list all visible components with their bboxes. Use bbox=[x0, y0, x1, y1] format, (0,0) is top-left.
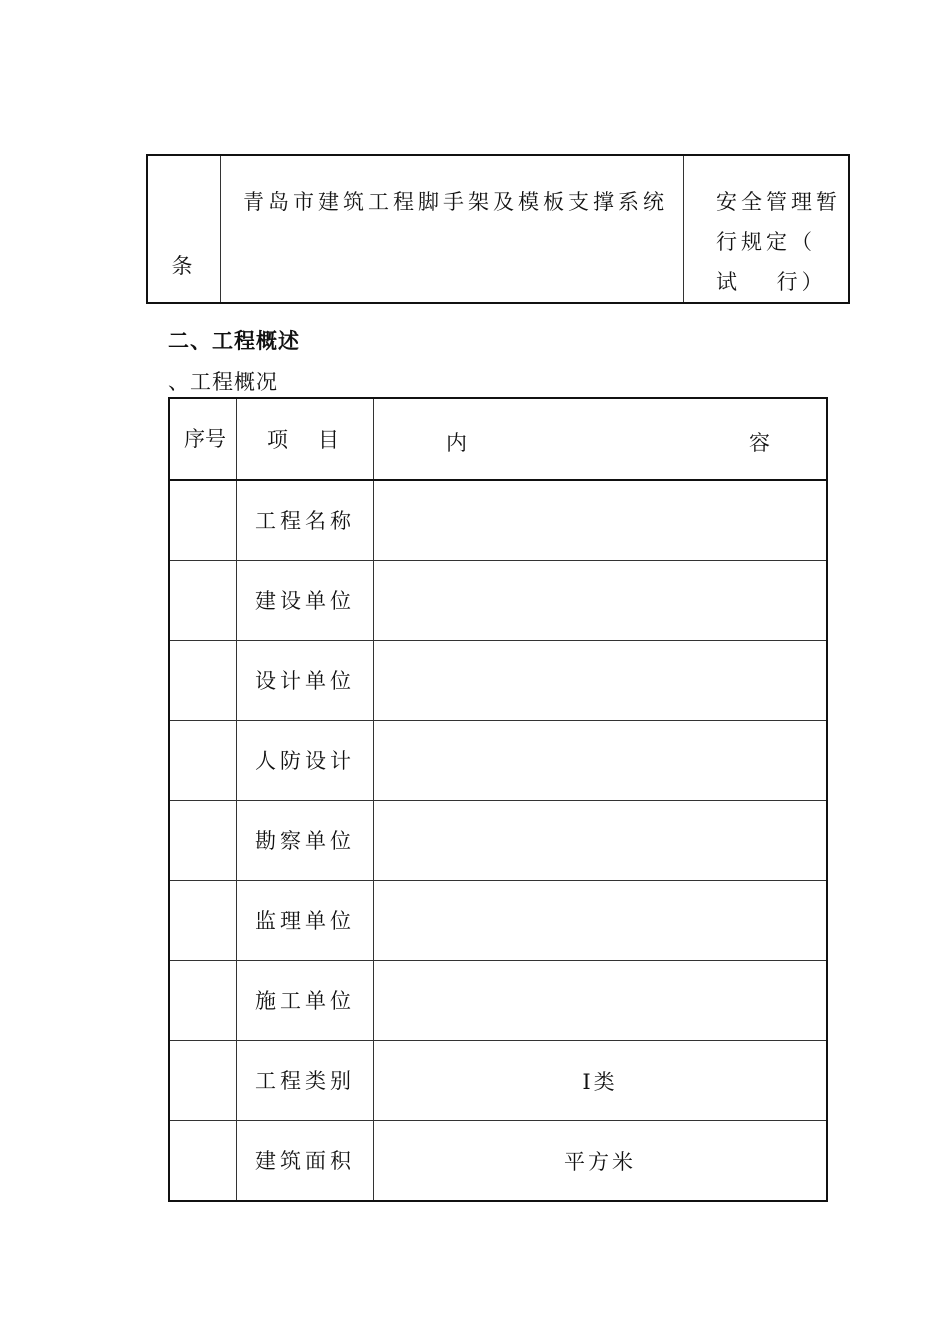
sub-title: 、工程概况 bbox=[168, 370, 278, 394]
row-seq bbox=[169, 721, 237, 801]
row-seq bbox=[169, 561, 237, 641]
row-item: 建筑面积 bbox=[237, 1121, 374, 1202]
row-item: 施工单位 bbox=[237, 961, 374, 1041]
header-seq: 序号 bbox=[169, 398, 237, 480]
project-overview-table bbox=[168, 397, 828, 1202]
row-item: 建设单位 bbox=[237, 561, 374, 641]
regulation-cell-3: 安全管理暂行规定（ 试 行） bbox=[684, 155, 850, 303]
table-row bbox=[169, 480, 827, 561]
row-content: 平方米 bbox=[374, 1121, 828, 1202]
row-content bbox=[374, 561, 828, 641]
row-content bbox=[374, 801, 828, 881]
table-row bbox=[169, 721, 827, 801]
table-header-row bbox=[169, 398, 827, 480]
header-item: 项目 bbox=[237, 398, 374, 480]
header-content bbox=[374, 398, 828, 480]
row-seq bbox=[169, 1121, 237, 1202]
row-content bbox=[374, 721, 828, 801]
row-item: 设计单位 bbox=[237, 641, 374, 721]
table-row bbox=[169, 561, 827, 641]
table-row bbox=[169, 641, 827, 721]
row-seq bbox=[169, 801, 237, 881]
row-content bbox=[374, 881, 828, 961]
row-content: Ⅰ类 bbox=[374, 1041, 828, 1121]
header-content-left: 内 bbox=[446, 431, 467, 455]
row-seq bbox=[169, 881, 237, 961]
header-content-right: 容 bbox=[749, 431, 770, 455]
table-row bbox=[169, 1121, 827, 1202]
row-content bbox=[374, 641, 828, 721]
table-row bbox=[169, 881, 827, 961]
row-seq bbox=[169, 961, 237, 1041]
row-seq bbox=[169, 641, 237, 721]
row-seq bbox=[169, 480, 237, 561]
regulation-cell-1: 条 bbox=[147, 155, 221, 303]
table-row bbox=[169, 801, 827, 881]
row-seq bbox=[169, 1041, 237, 1121]
row-content bbox=[374, 480, 828, 561]
row-item: 勘察单位 bbox=[237, 801, 374, 881]
regulation-cell-2: 青岛市建筑工程脚手架及模板支撑系统 bbox=[221, 155, 684, 303]
row-item: 工程名称 bbox=[237, 480, 374, 561]
row-item: 工程类别 bbox=[237, 1041, 374, 1121]
row-item: 监理单位 bbox=[237, 881, 374, 961]
table-row bbox=[169, 961, 827, 1041]
section-title: 二、工程概述 bbox=[168, 329, 300, 353]
regulation-table bbox=[146, 154, 850, 304]
row-content bbox=[374, 961, 828, 1041]
row-item: 人防设计 bbox=[237, 721, 374, 801]
table-row bbox=[169, 1041, 827, 1121]
